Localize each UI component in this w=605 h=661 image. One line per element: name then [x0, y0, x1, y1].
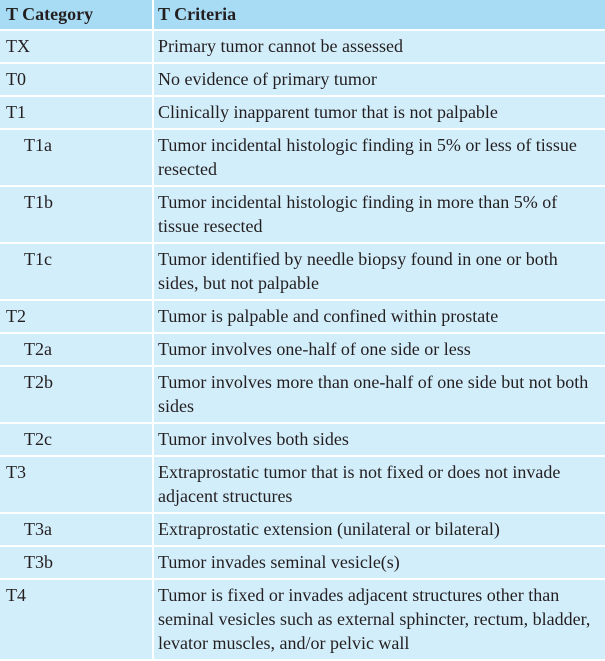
table-row [0, 366, 605, 423]
criteria-cell: Extraprostatic tumor that is not fixed or does not invade adjacent structures [153, 456, 605, 513]
criteria-cell: Tumor identified by needle biopsy found in one or both sides, but not palpable [153, 243, 605, 300]
criteria-cell: Tumor involves more than one-half of one side but not both sides [153, 366, 605, 423]
category-cell: T0 [0, 63, 153, 96]
criteria-cell: Tumor involves one-half of one side or less [153, 333, 605, 366]
table-row [0, 63, 605, 96]
table-row [0, 456, 605, 513]
table-row [0, 30, 605, 63]
criteria-cell: Tumor is fixed or invades adjacent structures other than seminal vesicles such as external sphincter, rectum, bladder, levator muscles, and/or pelvic wall [153, 579, 605, 660]
subcategory-cell: T3a [0, 513, 153, 546]
table-row [0, 300, 605, 333]
criteria-cell: Tumor incidental histologic finding in 5% or less of tissue resected [153, 129, 605, 186]
table-row [0, 333, 605, 366]
subcategory-cell: T1c [0, 243, 153, 300]
subcategory-cell: T2c [0, 423, 153, 456]
subcategory-cell: T2a [0, 333, 153, 366]
table-row [0, 129, 605, 186]
table-row [0, 579, 605, 660]
table-header-row [0, 0, 605, 30]
subcategory-cell: T3b [0, 546, 153, 579]
category-cell: T1 [0, 96, 153, 129]
table-row [0, 546, 605, 579]
header-t-criteria: T Criteria [153, 0, 605, 30]
criteria-cell: Extraprostatic extension (unilateral or bilateral) [153, 513, 605, 546]
category-cell: T3 [0, 456, 153, 513]
criteria-cell: Tumor incidental histologic finding in more than 5% of tissue resected [153, 186, 605, 243]
table-row [0, 243, 605, 300]
subcategory-cell: T1a [0, 129, 153, 186]
table-row [0, 96, 605, 129]
criteria-cell: Tumor involves both sides [153, 423, 605, 456]
subcategory-cell: T2b [0, 366, 153, 423]
criteria-cell: No evidence of primary tumor [153, 63, 605, 96]
criteria-cell: Tumor invades seminal vesicle(s) [153, 546, 605, 579]
table-row [0, 423, 605, 456]
table-row [0, 186, 605, 243]
criteria-cell: Clinically inapparent tumor that is not palpable [153, 96, 605, 129]
category-cell: TX [0, 30, 153, 63]
subcategory-cell: T1b [0, 186, 153, 243]
header-t-category: T Category [0, 0, 153, 30]
criteria-cell: Primary tumor cannot be assessed [153, 30, 605, 63]
category-cell: T4 [0, 579, 153, 660]
category-cell: T2 [0, 300, 153, 333]
criteria-cell: Tumor is palpable and confined within prostate [153, 300, 605, 333]
table-row [0, 513, 605, 546]
